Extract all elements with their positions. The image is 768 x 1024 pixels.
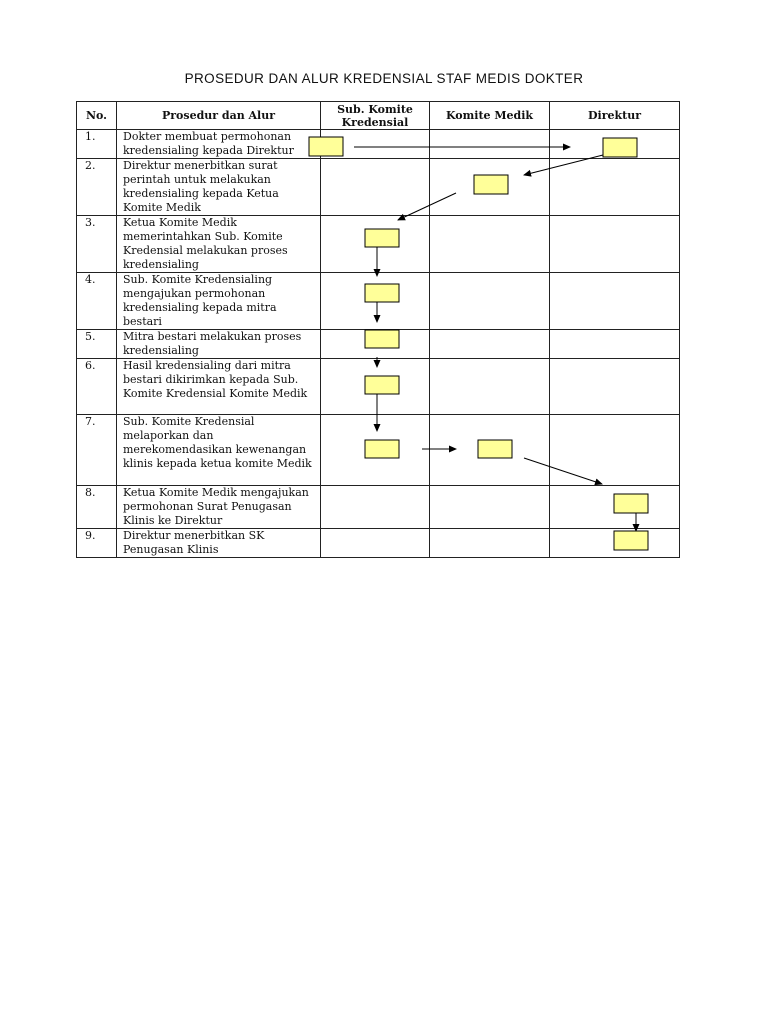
flow-table xyxy=(76,101,680,558)
lane-direktur xyxy=(550,486,680,529)
row-procedure: Ketua Komite Medik memerintahkan Sub. Komite Kredensial melakukan proses kredensialing xyxy=(117,216,321,273)
lane-sub-komite xyxy=(321,486,430,529)
lane-sub-komite xyxy=(321,330,430,359)
lane-komite-medik xyxy=(430,415,550,486)
header-sub-komite: Sub. Komite Kredensial xyxy=(321,102,430,130)
row-procedure: Dokter membuat permohonan kredensialing kepada Direktur xyxy=(117,130,321,159)
row-number: 8. xyxy=(77,486,117,529)
lane-komite-medik xyxy=(430,130,550,159)
lane-komite-medik xyxy=(430,216,550,273)
lane-direktur xyxy=(550,359,680,415)
row-procedure: Direktur menerbitkan SK Penugasan Klinis xyxy=(117,529,321,558)
lane-direktur xyxy=(550,159,680,216)
lane-komite-medik xyxy=(430,330,550,359)
row-procedure: Hasil kredensialing dari mitra bestari dikirimkan kepada Sub. Komite Kredensial Komite Medik xyxy=(117,359,321,415)
header-direktur: Direktur xyxy=(550,102,680,130)
table-row xyxy=(77,159,680,216)
lane-sub-komite xyxy=(321,273,430,330)
row-procedure: Mitra bestari melakukan proses kredensialing xyxy=(117,330,321,359)
lane-sub-komite xyxy=(321,216,430,273)
row-procedure: Sub. Komite Kredensialing mengajukan permohonan kredensialing kepada mitra bestari xyxy=(117,273,321,330)
header-prosedur: Prosedur dan Alur xyxy=(117,102,321,130)
row-procedure: Ketua Komite Medik mengajukan permohonan Surat Penugasan Klinis ke Direktur xyxy=(117,486,321,529)
lane-sub-komite xyxy=(321,130,430,159)
table-row xyxy=(77,415,680,486)
row-procedure: Sub. Komite Kredensial melaporkan dan merekomendasikan kewenangan klinis kepada ketua komite Medik xyxy=(117,415,321,486)
header-komite-medik: Komite Medik xyxy=(430,102,550,130)
lane-direktur xyxy=(550,415,680,486)
row-number: 9. xyxy=(77,529,117,558)
lane-komite-medik xyxy=(430,273,550,330)
row-number: 7. xyxy=(77,415,117,486)
lane-komite-medik xyxy=(430,359,550,415)
lane-direktur xyxy=(550,330,680,359)
row-number: 5. xyxy=(77,330,117,359)
lane-direktur xyxy=(550,130,680,159)
row-number: 6. xyxy=(77,359,117,415)
lane-direktur xyxy=(550,216,680,273)
lane-komite-medik xyxy=(430,529,550,558)
table-row xyxy=(77,130,680,159)
lane-komite-medik xyxy=(430,159,550,216)
row-number: 3. xyxy=(77,216,117,273)
row-number: 4. xyxy=(77,273,117,330)
lane-sub-komite xyxy=(321,529,430,558)
row-number: 1. xyxy=(77,130,117,159)
lane-sub-komite xyxy=(321,159,430,216)
row-number: 2. xyxy=(77,159,117,216)
lane-sub-komite xyxy=(321,415,430,486)
lane-komite-medik xyxy=(430,486,550,529)
row-procedure: Direktur menerbitkan surat perintah untuk melakukan kredensialing kepada Ketua Komite Medik xyxy=(117,159,321,216)
table-row xyxy=(77,529,680,558)
table-row xyxy=(77,359,680,415)
lane-direktur xyxy=(550,273,680,330)
table-row xyxy=(77,273,680,330)
table-row xyxy=(77,216,680,273)
document-title: PROSEDUR DAN ALUR KREDENSIAL STAF MEDIS DOKTER xyxy=(184,71,584,86)
lane-sub-komite xyxy=(321,359,430,415)
table-row xyxy=(77,486,680,529)
header-no: No. xyxy=(77,102,117,130)
table-row xyxy=(77,330,680,359)
lane-direktur xyxy=(550,529,680,558)
